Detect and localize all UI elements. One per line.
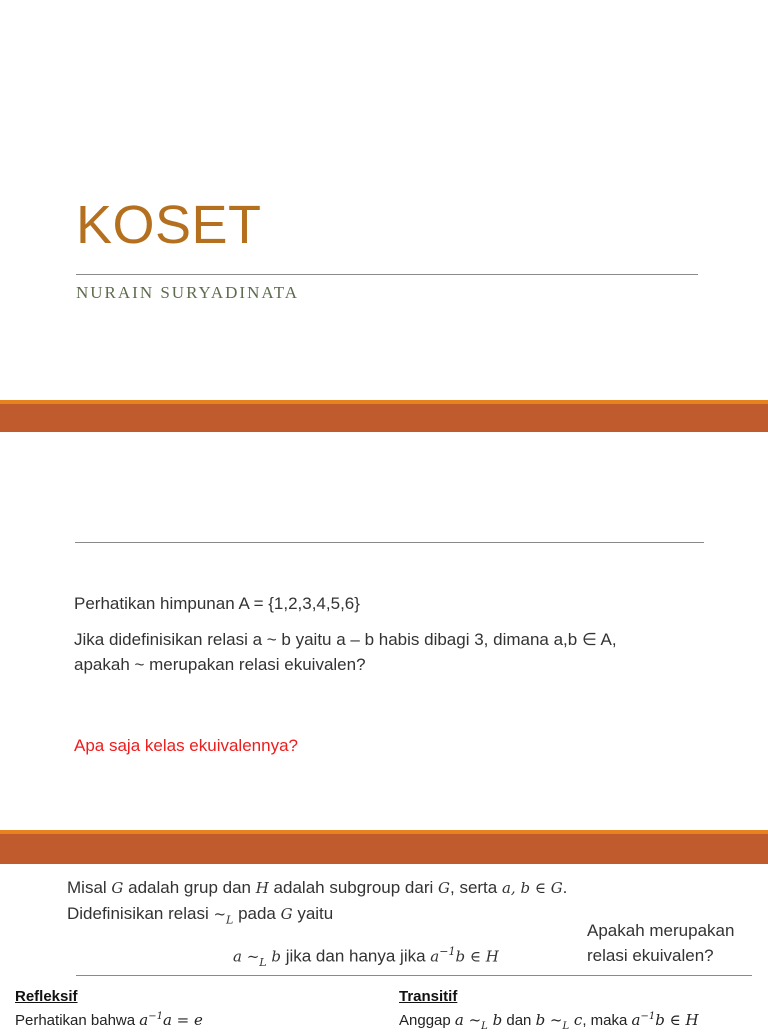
relation-definition: Jika didefinisikan relasi a ~ b yaitu a – b habis dibagi 3, dimana a,b ∈ A, (74, 630, 617, 649)
slide-divider-2 (76, 975, 752, 976)
relation-condition: a $\sim_L$ b jika dan hanya jika $a^{-1}b$ ∈ H (233, 945, 499, 970)
refleksif-heading: Refleksif (15, 988, 78, 1005)
author-name: NURAIN SURYADINATA (76, 283, 300, 302)
band-separator-2 (0, 834, 768, 864)
slide-divider (75, 542, 704, 543)
refleksif-text: Perhatikan bahwa $a^{-1}a = e$ (15, 1011, 203, 1029)
relation-definition-line: Didefinisikan relasi $\sim_L$ pada G yaitu (67, 904, 334, 927)
equivalence-question-line2: relasi ekuivalen? (587, 946, 714, 965)
coset-setup-line: Misal G adalah grup dan H adalah subgroup dari G, serta a, b ∈ G. (67, 878, 568, 897)
title-divider (76, 274, 698, 275)
slide-title: KOSET (76, 195, 262, 255)
equivalence-question-line1: Apakah merupakan (587, 921, 735, 940)
transitif-text: Anggap a $\sim_L$ b dan b $\sim_L$ c, maka $a^{-1}b$ ∈ H (399, 1011, 699, 1032)
set-statement: Perhatikan himpunan A = {1,2,3,4,5,6} (74, 594, 360, 613)
relation-question: apakah ~ merupakan relasi ekuivalen? (74, 655, 366, 674)
content-slide-relation (0, 432, 768, 830)
band-separator (0, 404, 768, 432)
title-slide (0, 0, 768, 400)
equivalence-class-question: Apa saja kelas ekuivalennya? (74, 736, 298, 755)
transitif-heading: Transitif (399, 988, 458, 1005)
content-slide-coset (0, 864, 768, 1032)
